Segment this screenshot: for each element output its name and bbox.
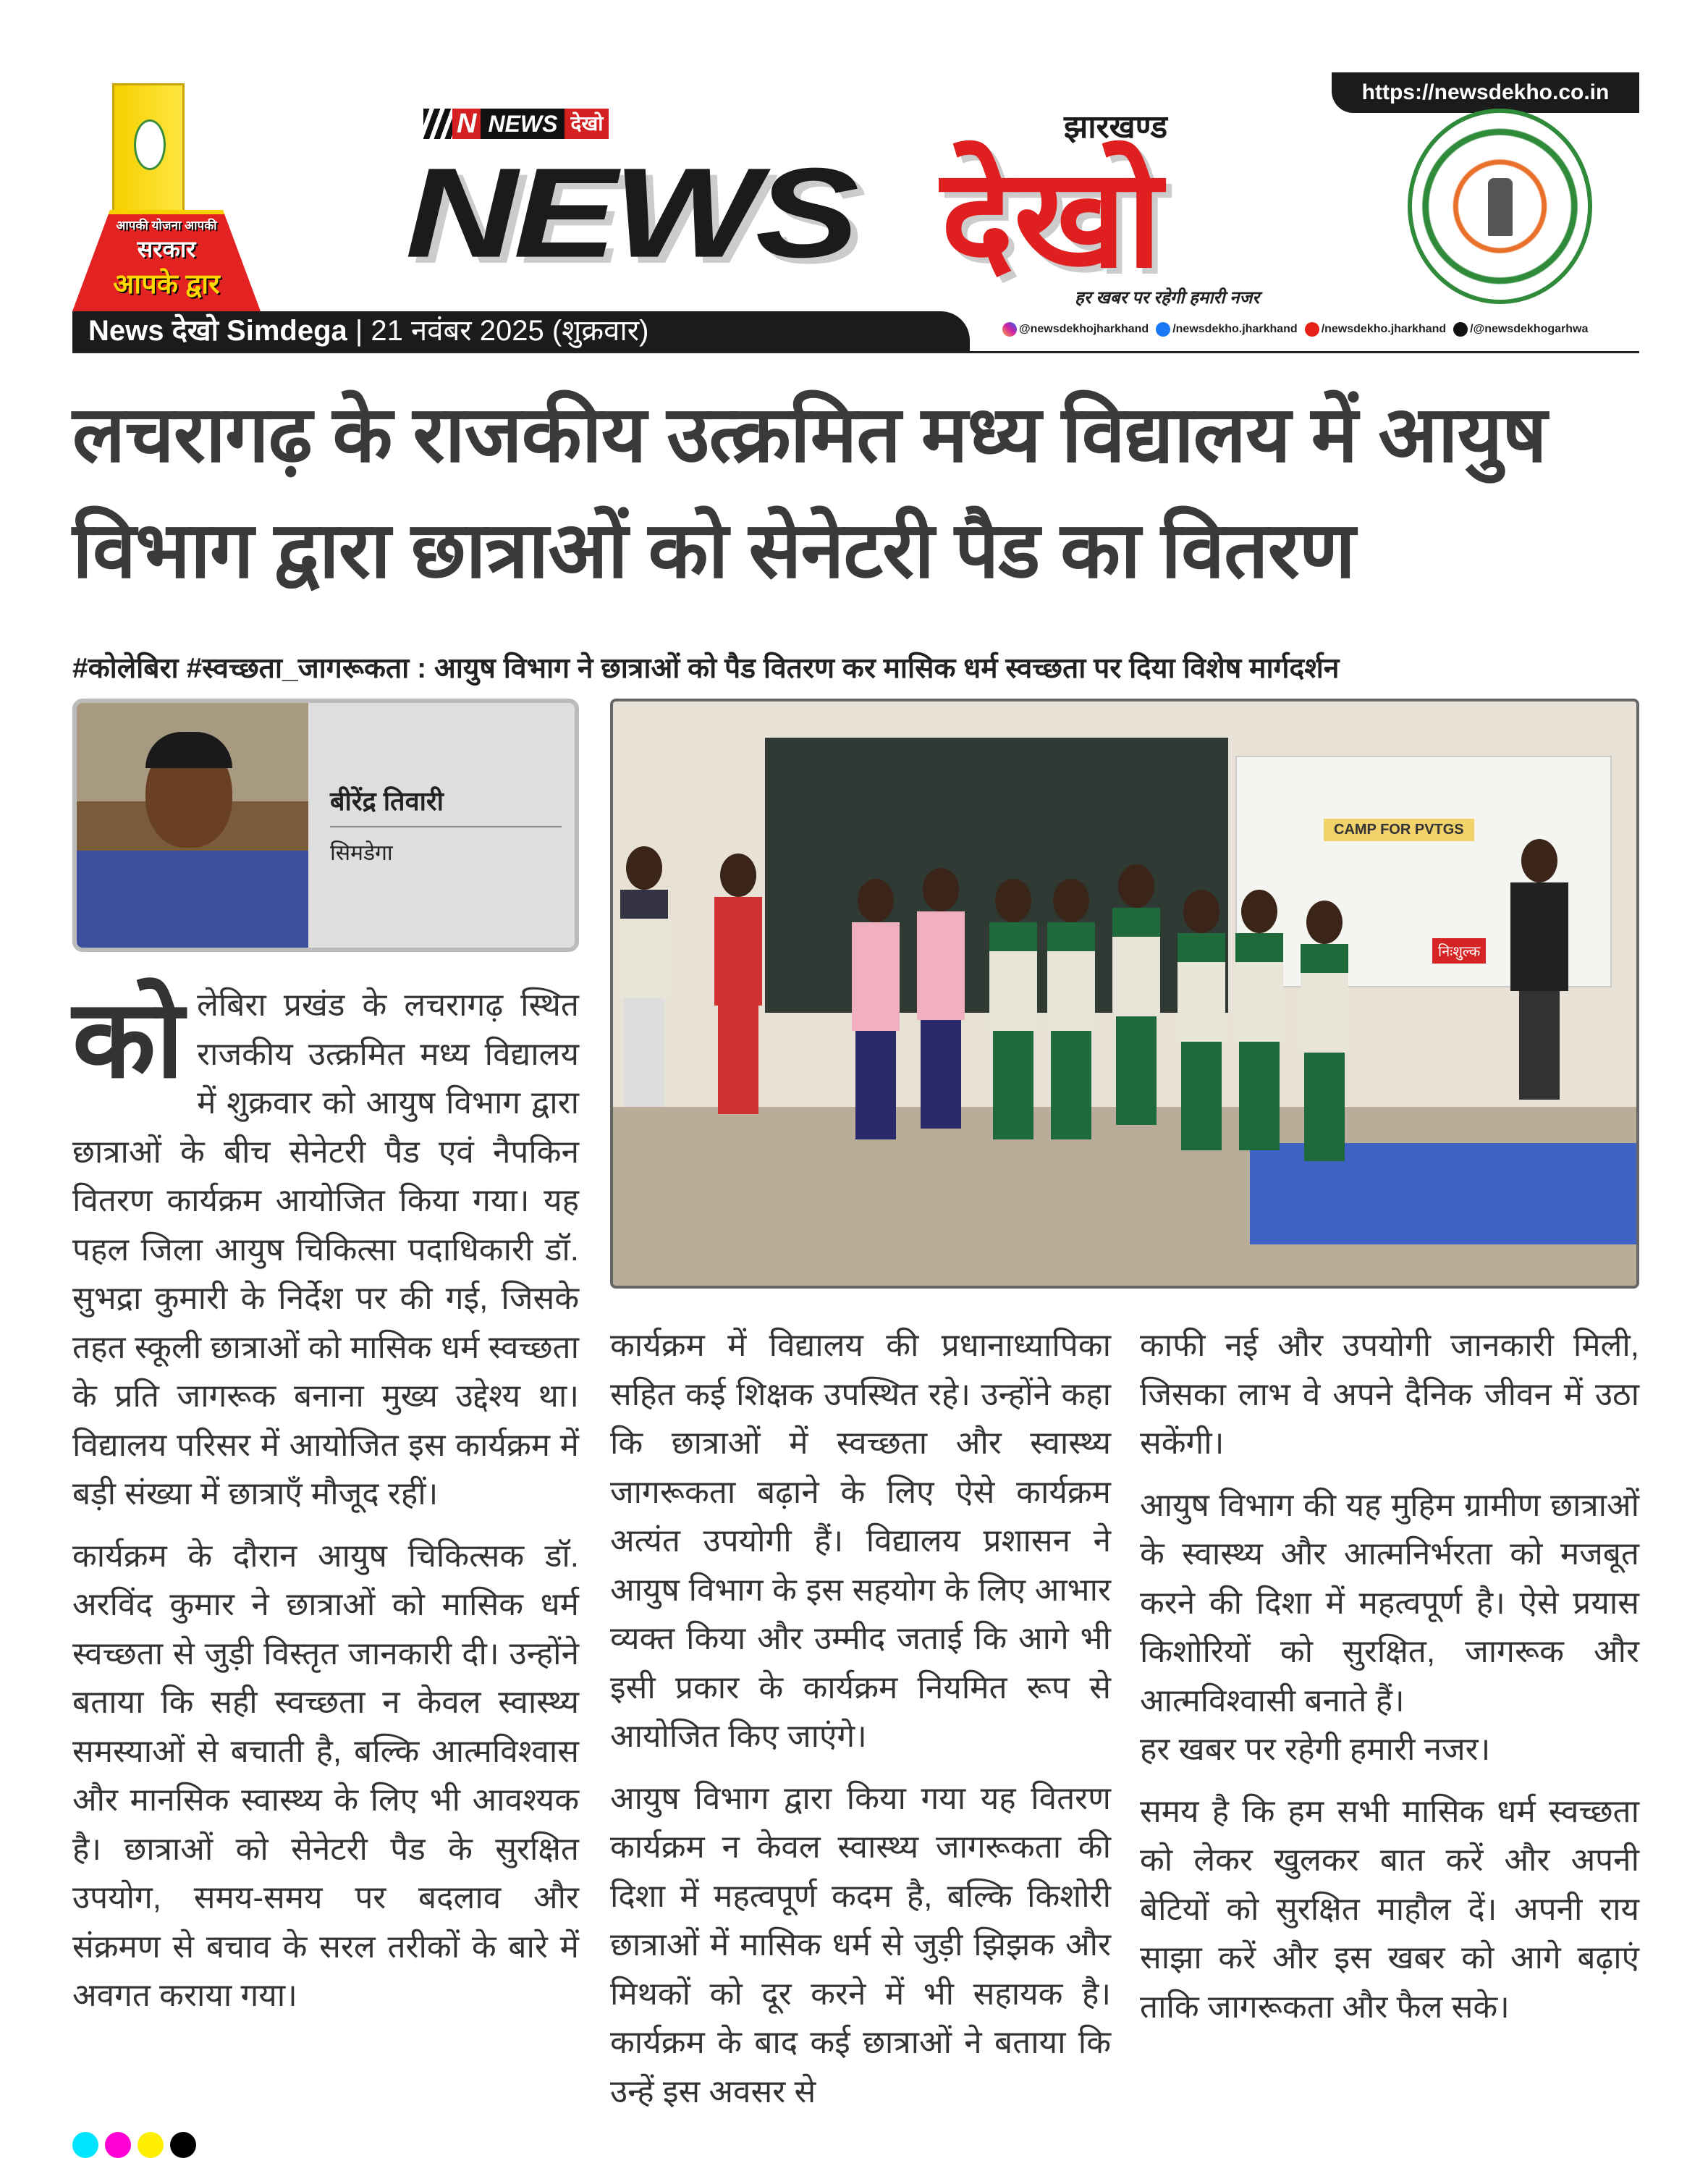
social-youtube[interactable] (1305, 322, 1446, 337)
social-instagram[interactable] (1002, 322, 1149, 337)
reporter-location: सिमडेगा (330, 841, 393, 865)
logo-line3: आपके द्वार (113, 269, 220, 300)
facebook-icon (1156, 322, 1170, 337)
person-figure (917, 868, 965, 1143)
print-registration-marks (72, 2132, 196, 2158)
paragraph: कार्यक्रम के दौरान आयुष चिकित्सक डॉ. अरविंद कुमार ने छात्राओं को मासिक धर्म स्वच्छता से जुड़ी विस्तृत जानकारी दी। उन्होंने बताया कि सही स्वच्छता न केवल स्वास्थ्य समस्याओं से बचाती है, बल्कि आत्मविश्वास और मानसिक स्वास्थ्य के लिए भी आवश्यक है। छात्राओं को सेनेटरी पैड के सुरक्षित उपयोग, समय-समय पर बदलाव और संक्रमण से बचाव के सरल तरीकों के बारे में अवगत कराया गया। (72, 1538, 579, 2013)
masthead-news: NEWS (405, 140, 855, 284)
reporter-hair (145, 732, 232, 768)
stripes-icon (423, 109, 452, 139)
reporter-name: बीरेंद्र तिवारी (330, 786, 444, 816)
edition-date: 21 नवंबर 2025 (शुक्रवार) (371, 315, 649, 347)
paragraph: आयुष विभाग की यह मुहिम ग्रामीण छात्राओं के स्वास्थ्य और आत्मनिर्भरता को मजबूत करने की दिशा में महत्वपूर्ण है। ऐसे प्रयास किशोरियों को सुरक्षित, जागरूक और आत्मविश्वासी बनाते हैं। (1140, 1487, 1639, 1719)
social-handles (1002, 322, 1639, 337)
n-icon: N (452, 109, 481, 139)
paragraph (72, 978, 579, 1519)
person-figure (1178, 890, 1225, 1165)
paragraph: आयुष विभाग द्वारा किया गया यह वितरण कार्यक्रम न केवल स्वास्थ्य जागरूकता की दिशा में महत्वपूर्ण कदम है, बल्कि किशोरी छात्राओं में मासिक धर्म से जुड़ी झिझक और मिथकों को दूर करने में भी सहायक है। कार्यक्रम के बाद कई छात्राओं ने बताया कि उन्हें इस अवसर से (610, 1780, 1111, 2109)
header-divider (72, 351, 1639, 353)
person-figure (1235, 890, 1283, 1165)
mini-news-text: NEWS (481, 109, 565, 139)
facebook-handle: /newsdekho.jharkhand (1172, 323, 1298, 336)
logo-line1: आपकी योजना आपकी (116, 219, 217, 232)
article-column-3 (1140, 1321, 1639, 2044)
reporter-photo (77, 703, 308, 949)
mini-dekho-text: देखो (565, 109, 609, 139)
person-figure (989, 879, 1037, 1154)
magenta-dot-icon (105, 2132, 131, 2158)
news-mini-logo (423, 107, 609, 140)
person-figure (852, 879, 900, 1154)
paragraph: काफी नई और उपयोगी जानकारी मिली, जिसका लाभ वे अपने दैनिक जीवन में उठा सकेंगी। (1140, 1328, 1639, 1461)
byline-divider (330, 826, 562, 827)
social-facebook[interactable] (1156, 322, 1297, 337)
article-subheadline: #कोलेबिरा #स्वच्छता_जागरूकता : आयुष विभाग ने छात्राओं को पैड वितरण कर मासिक धर्म स्वच्छता पर दिया विशेष मार्गदर्शन (72, 653, 1340, 684)
paragraph: समय है कि हम सभी मासिक धर्म स्वच्छता को लेकर खुलकर बात करें और अपनी बेटियों को सुरक्षित माहौल दें। अपनी राय साझा करें और इस खबर को आगे बढ़ाएं ताकि जागरूकता और फैल सके। (1140, 1793, 1639, 2025)
masthead-dekho: देखो (941, 142, 1162, 295)
jharkhand-government-seal-icon (1408, 109, 1592, 304)
tagline-line: हर खबर पर रहेगी हमारी नजर। (1140, 1732, 1491, 1767)
mini-seal-icon (134, 119, 166, 170)
article-headline: लचरागढ़ के राजकीय उत्क्रमित मध्य विद्यालय में आयुष विभाग द्वारा छात्राओं को सेनेटरी पैड का वितरण (72, 390, 1547, 594)
article-photo (610, 699, 1639, 1289)
edition-date-bar (72, 311, 970, 351)
paragraph-text: लेबिरा प्रखंड के लचरागढ़ स्थित राजकीय उत्क्रमित मध्य विद्यालय में शुक्रवार को आयुष विभाग द्वारा छात्राओं के बीच सेनेटरी पैड एवं नैपकिन वितरण कार्यक्रम आयोजित किया गया। यह पहल जिला आयुष चिकित्सा पदाधिकारी डॉ. सुभद्रा कुमारी के निर्देश पर की गई, जिसके तहत स्कूली छात्राओं को मासिक धर्म स्वच्छता के प्रति जागरूक बनाना मुख्य उद्देश्य था। विद्यालय परिसर में आयोजित इस कार्यक्रम में बड़ी संख्या में छात्राएँ मौजूद रहीं। (72, 987, 579, 1512)
edition-name: News देखो Simdega (88, 315, 347, 347)
ashoka-emblem-icon (1488, 178, 1513, 236)
website-url-badge[interactable]: https://newsdekho.co.in (1332, 72, 1639, 113)
reporter-byline-box (72, 699, 579, 952)
person-figure (1301, 901, 1348, 1176)
apki-sarkar-logo (72, 83, 261, 311)
separator: | (355, 315, 371, 347)
social-x[interactable] (1453, 322, 1588, 337)
youtube-handle: /newsdekho.jharkhand (1321, 323, 1447, 336)
cyan-dot-icon (72, 2132, 98, 2158)
x-icon (1453, 322, 1468, 337)
logo-line2: सरकार (137, 236, 196, 262)
youtube-icon (1305, 322, 1319, 337)
banner-free-badge: निःशुल्क (1432, 938, 1486, 964)
person-figure (714, 853, 762, 1129)
article-column-1 (72, 978, 579, 2033)
instagram-handle: @newsdekhojharkhand (1019, 323, 1149, 336)
instagram-icon (1002, 322, 1017, 337)
masthead-state: झारखण्ड (1064, 109, 1168, 145)
person-figure (1047, 879, 1095, 1154)
yellow-dot-icon (138, 2132, 164, 2158)
person-figure (1510, 839, 1568, 1114)
black-dot-icon (170, 2132, 196, 2158)
masthead-tagline: हर खबर पर रहेगी हमारी नजर (1075, 288, 1260, 308)
paragraph: कार्यक्रम में विद्यालय की प्रधानाध्यापिका सहित कई शिक्षक उपस्थित रहे। उन्होंने कहा कि छात्राओं में स्वच्छता और स्वास्थ्य जागरूकता बढ़ाने के लिए ऐसे कार्यक्रम अत्यंत उपयोगी हैं। विद्यालय प्रशासन ने आयुष विभाग के इस सहयोग के लिए आभार व्यक्त किया और उम्मीद जताई कि आगे भी इसी प्रकार के कार्यक्रम नियमित रूप से आयोजित किए जाएंगे। (610, 1328, 1111, 1754)
banner-camp-text: CAMP FOR PVTGS (1324, 819, 1474, 841)
article-column-2 (610, 1321, 1111, 2129)
person-figure (620, 846, 668, 1121)
x-handle: /@newsdekhogarhwa (1470, 323, 1589, 336)
drop-cap: को (72, 978, 185, 1100)
person-figure (1112, 864, 1160, 1139)
